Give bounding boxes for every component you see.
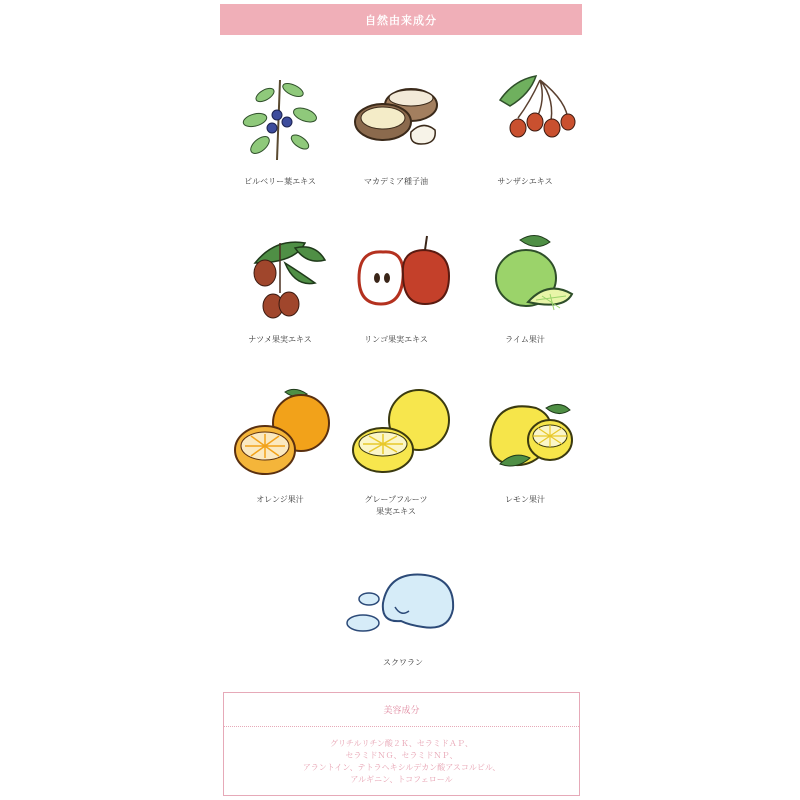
macadamia-icon [341, 60, 451, 170]
beauty-line: グリチルリチン酸２Ｋ、セラミドＡＰ、 [330, 739, 473, 748]
ingredient-label: リンゴ果実エキス [364, 335, 428, 344]
ingredient-label: スクワラン [383, 658, 423, 667]
squalane-icon [333, 555, 473, 645]
beauty-line: アラントイン、テトラヘキシルデカン酸アスコルビル、 [302, 763, 501, 772]
hawthorn-icon [470, 60, 580, 170]
jujube-icon [225, 218, 335, 328]
beauty-ingredients-box [223, 692, 580, 796]
orange-icon [225, 378, 335, 488]
beauty-line: アルギニン、トコフェロール [350, 775, 453, 784]
section-header [220, 4, 582, 35]
bilberry-icon [225, 60, 335, 170]
lemon-icon [470, 378, 580, 488]
beauty-line: セラミドＮＧ、セラミドＮＰ、 [345, 751, 458, 760]
ingredient-lemon [455, 378, 595, 506]
grapefruit-icon [341, 378, 451, 488]
ingredient-label: レモン果汁 [505, 495, 545, 504]
ingredient-grapefruit [326, 378, 466, 518]
ingredient-lime [455, 218, 595, 346]
section-title: 自然由来成分 [365, 13, 437, 27]
beauty-title: 美容成分 [224, 693, 579, 727]
ingredient-label: マカデミア種子油 [364, 177, 428, 186]
ingredient-apple [326, 218, 466, 346]
beauty-ingredient-list [224, 727, 579, 786]
ingredient-label: ナツメ果実エキス [248, 335, 312, 344]
ingredient-label: ビルベリー葉エキス [244, 177, 316, 186]
apple-icon [341, 218, 451, 328]
ingredient-label: オレンジ果汁 [256, 495, 304, 504]
ingredient-squalane [333, 555, 473, 669]
ingredient-label: グレープフルーツ 果実エキス [364, 495, 428, 516]
ingredient-label: ライム果汁 [505, 335, 545, 344]
ingredient-hawthorn [455, 60, 595, 188]
ingredient-macadamia [326, 60, 466, 188]
lime-icon [470, 218, 580, 328]
ingredient-label: サンザシエキス [497, 177, 553, 186]
